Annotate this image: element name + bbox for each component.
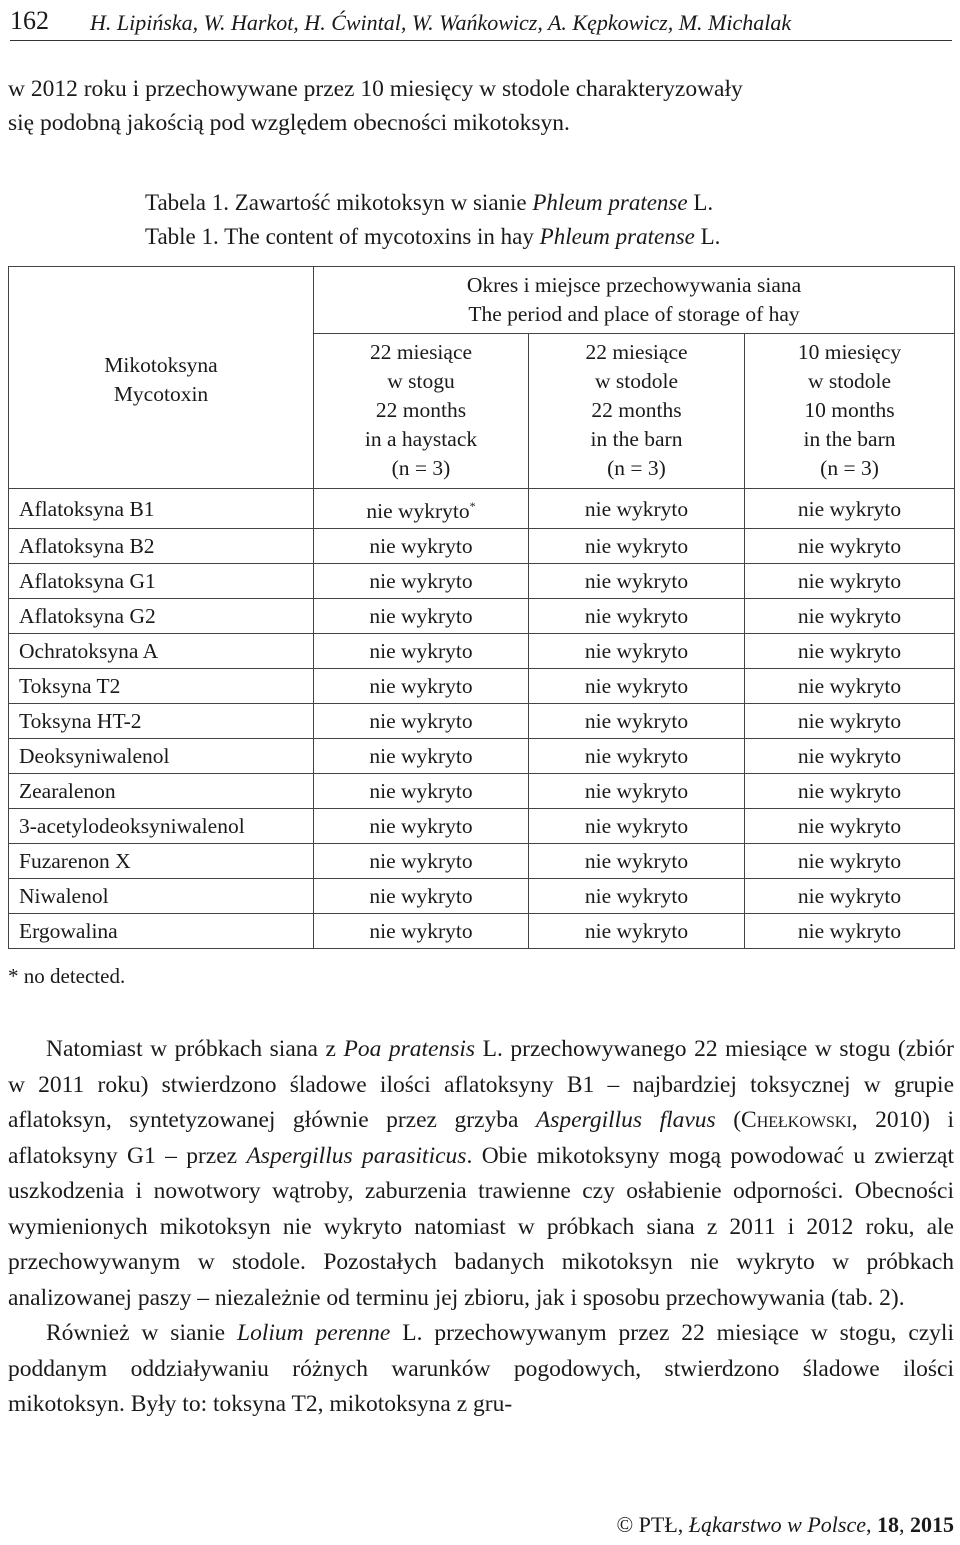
caption-pl-text: Tabela 1. Zawartość mikotoksyn w sianie: [145, 190, 533, 215]
running-authors: H. Lipińska, W. Harkot, H. Ćwintal, W. Wańkowicz, A. Kępkowicz, M. Michalak: [90, 10, 792, 35]
header-line: in the barn: [590, 427, 683, 451]
footer-separator: ,: [866, 1512, 877, 1537]
row-value: nie wykryto: [529, 704, 745, 739]
text-run: Również w sianie: [46, 1320, 238, 1346]
table-row: [9, 529, 955, 564]
row-name: Aflatoksyna G2: [9, 599, 314, 634]
header-mycotoxin-en: Mycotoxin: [113, 382, 209, 406]
row-value: nie wykryto: [314, 634, 529, 669]
row-value: nie wykryto: [529, 844, 745, 879]
row-value: nie wykryto: [745, 634, 955, 669]
text-run: . Obie mikotoksyny mogą powodować u zwierząt uszkodzenia i nowotwory wątroby, zaburzenia trawienne czy osłabienie odporności. Obecności wymienionych mikotoksyn nie wykryto natomiast w próbkach siana z 2011 i 2012 roku, ale przechowywanym w stodole. Pozostałych badanych mikotoksyn nie wykryto w próbkach analizowanej paszy – niezależnie od terminu jej zbioru, jak i sposobu przechowywania (tab. 2).: [8, 1142, 955, 1311]
intro-line-1: w 2012 roku i przechowywane przez 10 miesięcy w stodole charakteryzowały: [8, 76, 743, 102]
row-value: nie wykryto: [529, 599, 745, 634]
row-value: nie wykryto: [529, 669, 745, 704]
row-value: nie wykryto: [314, 739, 529, 774]
row-value: nie wykryto: [314, 529, 529, 564]
table-row: [9, 809, 955, 844]
header-line: 22 months: [375, 398, 467, 422]
row-value: nie wykryto: [745, 599, 955, 634]
row-value: nie wykryto: [314, 879, 529, 914]
row-value: nie wykryto: [745, 739, 955, 774]
header-line: 22 months: [591, 398, 682, 422]
header-line: 22 miesiące: [585, 340, 688, 364]
header-line: 22 miesiące: [369, 340, 473, 364]
text-run: L. przechowywanym przez 22 miesiące w stogu, czyli poddanym oddziaływaniu różnych warunków pogodowych, stwierdzono śladowe ilości mikotoksyn. Były to: toksyna T2, mikotoksyna z gru-: [8, 1320, 954, 1417]
row-value: nie wykryto: [529, 564, 745, 599]
table-row: [9, 914, 955, 949]
row-value: nie wykryto: [529, 634, 745, 669]
row-value: nie wykryto: [529, 739, 745, 774]
footer-year: 2015: [910, 1512, 954, 1537]
header-line: in the barn: [803, 427, 896, 451]
body-text: [8, 1032, 954, 1423]
row-value: nie wykryto: [314, 564, 529, 599]
body-paragraph-1: [8, 1032, 954, 1316]
row-name: Zearalenon: [9, 774, 314, 809]
header-storage-group: [314, 267, 955, 334]
row-value: nie wykryto: [529, 809, 745, 844]
text-run: Natomiast w próbkach siana z: [46, 1036, 344, 1062]
header-line: in a haystack: [364, 427, 478, 451]
page-number: 162: [10, 6, 49, 35]
header-line: 10 months: [804, 398, 895, 422]
row-name: Toksyna HT-2: [9, 704, 314, 739]
header-line: w stodole: [594, 369, 678, 393]
header-line: (n = 3): [820, 456, 879, 480]
header-line: 10 miesięcy: [797, 340, 902, 364]
species-name: Aspergillus flavus: [535, 1107, 716, 1133]
footer-journal: Łąkarstwo w Polsce: [688, 1512, 866, 1537]
header-storage-pl: Okres i miejsce przechowywania siana: [466, 273, 802, 297]
text-run: (: [715, 1107, 742, 1133]
row-name: Deoksyniwalenol: [9, 739, 314, 774]
header-line: w stodole: [808, 369, 892, 393]
table-row: [9, 669, 955, 704]
header-mycotoxin: [9, 267, 314, 489]
table-row: [9, 564, 955, 599]
footer-separator: ,: [899, 1512, 910, 1537]
row-value: nie wykryto: [314, 669, 529, 704]
caption-pl-species: Phleum pratense: [532, 190, 688, 215]
body-paragraph-2: [8, 1316, 954, 1423]
row-value: nie wykryto: [314, 844, 529, 879]
row-value: nie wykryto: [529, 914, 745, 949]
row-value: nie wykryto: [745, 774, 955, 809]
row-value: nie wykryto: [529, 879, 745, 914]
row-name: Fuzarenon X: [9, 844, 314, 879]
row-value: nie wykryto: [745, 704, 955, 739]
row-value: nie wykryto: [745, 844, 955, 879]
species-name: Poa pratensis: [343, 1036, 476, 1062]
row-value: nie wykryto: [745, 529, 955, 564]
footer-volume: 18: [877, 1512, 899, 1537]
row-name: Niwalenol: [9, 879, 314, 914]
footer-copyright: © PTŁ,: [616, 1512, 689, 1537]
table-row: [9, 489, 955, 529]
row-name: Aflatoksyna B1: [9, 489, 314, 529]
text-run: , 2010) i aflatoksyny G1 – przez: [8, 1107, 954, 1169]
row-value: nie wykryto: [529, 774, 745, 809]
row-value: [314, 489, 529, 529]
row-name: Ergowalina: [9, 914, 314, 949]
row-value: nie wykryto: [745, 914, 955, 949]
caption-en-species: Phleum pratense: [539, 224, 695, 249]
table-row: [9, 844, 955, 879]
header-barn-22: [529, 334, 745, 489]
header-line: (n = 3): [607, 456, 666, 480]
caption-en-suffix: L.: [694, 224, 721, 249]
row-name: Ochratoksyna A: [9, 634, 314, 669]
table-caption: [145, 186, 720, 254]
table-row: [9, 739, 955, 774]
table-footnote: * no detected.: [8, 964, 126, 988]
value-text: nie wykryto: [366, 499, 470, 523]
row-value: nie wykryto: [314, 774, 529, 809]
row-value: nie wykryto: [745, 489, 955, 529]
page-footer: [616, 1512, 954, 1538]
header-barn-10: [745, 334, 955, 489]
row-value: nie wykryto: [745, 879, 955, 914]
header-rule: [10, 40, 952, 41]
row-value: nie wykryto: [529, 489, 745, 529]
row-value: nie wykryto: [745, 669, 955, 704]
header-haystack-22: [314, 334, 529, 489]
caption-en-text: Table 1. The content of mycotoxins in hay: [145, 224, 540, 249]
caption-en: [145, 220, 720, 254]
header-line: w stogu: [387, 369, 455, 393]
intro-paragraph: [8, 72, 954, 140]
row-value: nie wykryto: [314, 704, 529, 739]
table-row: [9, 634, 955, 669]
table-row: [9, 704, 955, 739]
running-header: [10, 2, 954, 40]
row-value: nie wykryto: [314, 914, 529, 949]
row-name: Toksyna T2: [9, 669, 314, 704]
mycotoxin-table: [8, 266, 955, 949]
caption-pl: [145, 186, 720, 220]
footnote-mark: *: [469, 499, 476, 513]
intro-line-2: się podobną jakością pod względem obecności mikotoksyn.: [8, 110, 570, 136]
header-mycotoxin-pl: Mikotoksyna: [104, 353, 218, 377]
header-storage-en: The period and place of storage of hay: [468, 302, 800, 326]
row-name: Aflatoksyna G1: [9, 564, 314, 599]
table-row: [9, 879, 955, 914]
header-line: (n = 3): [391, 456, 451, 480]
species-name: Aspergillus parasiticus: [246, 1142, 467, 1169]
table-row: [9, 599, 955, 634]
citation-author: Chełkowski: [741, 1107, 852, 1133]
row-value: nie wykryto: [745, 564, 955, 599]
caption-pl-suffix: L.: [687, 190, 714, 215]
table-row: [9, 774, 955, 809]
row-value: nie wykryto: [529, 529, 745, 564]
row-name: Aflatoksyna B2: [9, 529, 314, 564]
row-name: 3-acetylodeoksyniwalenol: [9, 809, 314, 844]
text-run: L. przechowywanego 22 miesiące w stogu (zbiór w 2011 roku) stwierdzono śladowe ilości aflatoksyny B1 – najbardziej toksycznej w grupie aflatoksyn, syntetyzowanej głównie przez grzyba: [8, 1036, 954, 1133]
row-value: nie wykryto: [314, 599, 529, 634]
row-value: nie wykryto: [314, 809, 529, 844]
row-value: nie wykryto: [745, 809, 955, 844]
species-name: Lolium perenne: [237, 1320, 391, 1346]
